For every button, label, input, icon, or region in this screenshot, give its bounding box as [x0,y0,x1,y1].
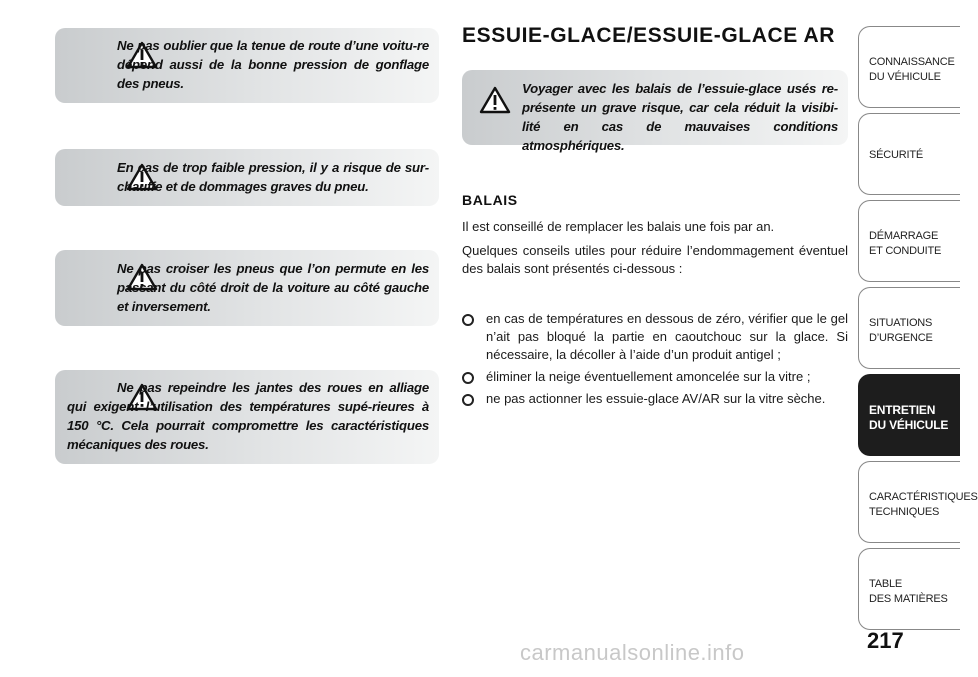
tab-label-line1: TABLE [869,578,903,590]
tab-label-line2: DES MATIÈRES [869,593,948,605]
list-item [462,310,848,364]
tab-label-line1: SITUATIONS [869,317,933,329]
list-item [462,390,848,408]
tab-label-line2: ET CONDUITE [869,245,942,257]
tab-securite[interactable] [858,113,960,195]
tab-label-line2: DU VÉHICULE [869,71,941,83]
bullet-circle-icon [462,314,474,326]
page-number: 217 [867,628,904,653]
tab-label-line1: CARACTÉRISTIQUES [869,491,978,503]
tab-label [869,55,955,85]
warning-box-worn-wipers [462,70,848,153]
list-item-text: éliminer la neige éventuellement amoncelée sur la vitre ; [486,369,811,384]
tab-label [869,316,933,346]
tab-entretien[interactable] [858,374,960,456]
warning-text: Ne pas croiser les pneus que l’on permute en les passant du côté droit de la voiture au côté gauche et inversement. [117,261,429,314]
warning-text: Ne pas oublier que la tenue de route d’une voitu-re dépend aussi de la bonne pression de gonflage des pneus. [117,38,429,91]
warning-text: Ne pas repeindre les jantes des roues en alliage qui exigent l’utilisation des températures supé-rieures à 150 °C. Cela pourrait compromettre les caractéristiques mécaniques des roues. [67,380,429,452]
advice-list [462,310,848,412]
warning-box-low-pressure [55,149,439,206]
warning-box-tire-pressure-handling [55,28,439,103]
warning-text: Voyager avec les balais de l’essuie-glace usés re-présente un grave risque, car cela réduit la visibi-lité en cas de mauvaises conditions atmosphériques. [522,81,838,153]
bullet-circle-icon [462,394,474,406]
tab-label-line1: ENTRETIEN [869,403,936,417]
tab-label [869,577,948,607]
tab-label-line2: D’URGENCE [869,332,933,344]
list-item-text: en cas de températures en dessous de zéro, vérifier que le gel n’ait pas bloqué la partie en caoutchouc sur la glace. Si nécessaire, la décoller à l’aide d’un produit antigel ; [486,311,848,362]
tab-caracteristiques[interactable] [858,461,978,543]
warning-text: En cas de trop faible pression, il y a risque de sur-chauffe et de dommages graves du pneu. [117,160,429,194]
tab-label-line2: DU VÉHICULE [869,418,949,432]
list-item-text: ne pas actionner les essuie-glace AV/AR sur la vitre sèche. [486,391,826,406]
warning-box-alloy-wheels [55,370,439,464]
tab-demarrage[interactable] [858,200,960,282]
tab-label-line1: DÉMARRAGE [869,230,939,242]
paragraph: Quelques conseils utiles pour réduire l’endommagement éventuel des balais sont présentés ci-dessous : [462,243,848,276]
tab-label [869,403,948,433]
watermark: carmanualsonline.info [520,640,745,665]
section-title: ESSUIE-GLACE/ESSUIE-GLACE AR [462,24,836,47]
tab-situations[interactable] [858,287,960,369]
tab-label-line2: TECHNIQUES [869,506,940,518]
list-item [462,368,848,386]
tab-connaissance[interactable] [858,26,960,108]
tab-label-line1: SÉCURITÉ [869,149,924,161]
tab-table[interactable] [858,548,960,630]
paragraph: Il est conseillé de remplacer les balais une fois par an. [462,219,775,234]
tab-label [869,148,923,163]
warning-box-tire-rotation [55,250,439,326]
tab-label [869,229,941,259]
tab-label [869,490,978,520]
warning-triangle-icon [480,87,510,113]
tab-label-line1: CONNAISSANCE [869,56,955,68]
subsection-title: BALAIS [462,192,518,208]
bullet-circle-icon [462,372,474,384]
